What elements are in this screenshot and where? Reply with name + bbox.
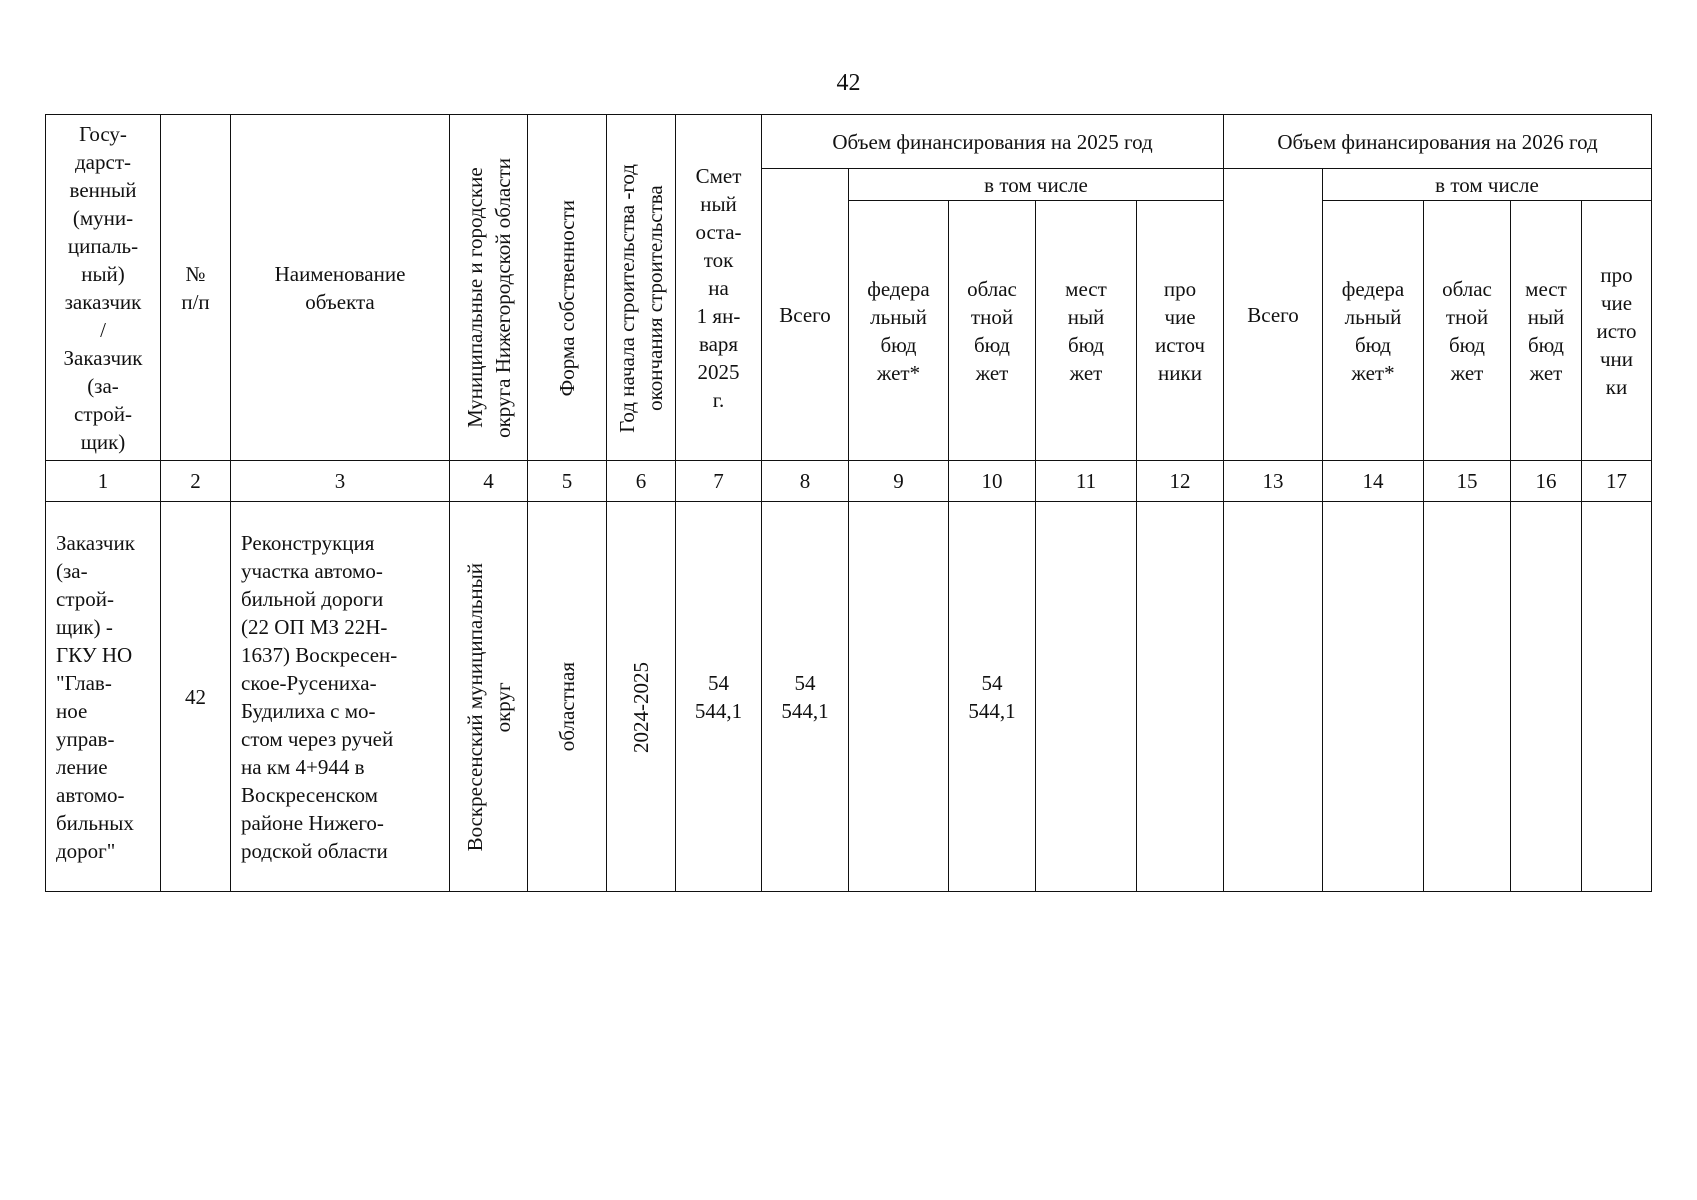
header-number: № п/п <box>161 115 231 461</box>
column-number: 1 <box>46 461 161 502</box>
cell-other-2025 <box>1137 502 1224 892</box>
header-including-2025: в том числе <box>849 169 1224 201</box>
header-regional-2025: облас тной бюд жет <box>949 201 1036 461</box>
header-years-text: Год начала строительства -год окончания строительства <box>615 163 667 433</box>
header-estimate: Смет ный оста- ток на 1 ян- варя 2025 г. <box>676 115 762 461</box>
column-number: 13 <box>1224 461 1323 502</box>
cell-number: 42 <box>161 502 231 892</box>
header-funding-2026: Объем финансирования на 2026 год <box>1224 115 1652 169</box>
column-number: 3 <box>231 461 450 502</box>
column-number: 17 <box>1582 461 1652 502</box>
column-number: 11 <box>1036 461 1137 502</box>
column-number: 6 <box>607 461 676 502</box>
page-number: 42 <box>836 70 861 96</box>
header-ownership-text: Форма собственности <box>555 199 579 397</box>
cell-object-name: Реконструкция участка автомо- бильной дороги (22 ОП МЗ 22Н- 1637) Воскресен- ское-Русениха- Будилиха с мо- стом через ручей на км 4+944 в Воскресенском районе Нижего- родской области <box>231 502 450 892</box>
column-number: 15 <box>1424 461 1511 502</box>
column-number: 10 <box>949 461 1036 502</box>
header-object-name: Наименование объекта <box>231 115 450 461</box>
header-municipal <box>450 115 528 461</box>
cell-local-2025 <box>1036 502 1137 892</box>
header-funding-2025: Объем финансирования на 2025 год <box>762 115 1224 169</box>
cell-regional-2026 <box>1424 502 1511 892</box>
header-other-2025: про чие источ ники <box>1137 201 1224 461</box>
column-number: 8 <box>762 461 849 502</box>
cell-other-2026 <box>1582 502 1652 892</box>
cell-estimate: 54 544,1 <box>676 502 762 892</box>
column-number-row <box>46 461 1652 502</box>
header-other-2026: про чие исто чни ки <box>1582 201 1652 461</box>
cell-federal-2026 <box>1323 502 1424 892</box>
column-number: 2 <box>161 461 231 502</box>
cell-federal-2025 <box>849 502 949 892</box>
cell-ownership <box>528 502 607 892</box>
header-municipal-text: Муниципальные и городские округа Нижегородской области <box>462 158 515 438</box>
table-row <box>46 502 1652 892</box>
cell-municipal-text: Воскресенский муниципальный округ <box>462 562 515 852</box>
header-local-2025: мест ный бюд жет <box>1036 201 1137 461</box>
cell-ownership-text: областная <box>555 662 579 752</box>
cell-municipal <box>450 502 528 892</box>
header-federal-2025: федера льный бюд жет* <box>849 201 949 461</box>
header-customer: Госу- дарст- венный (муни- ципаль- ный) заказчик / Заказчик (за- строй- щик) <box>46 115 161 461</box>
cell-regional-2025: 54 544,1 <box>949 502 1036 892</box>
header-local-2026: мест ный бюд жет <box>1511 201 1582 461</box>
financing-table <box>45 114 1652 892</box>
header-years <box>607 115 676 461</box>
cell-total-2025: 54 544,1 <box>762 502 849 892</box>
header-regional-2026: облас тной бюд жет <box>1424 201 1511 461</box>
column-number: 12 <box>1137 461 1224 502</box>
cell-local-2026 <box>1511 502 1582 892</box>
header-including-2026: в том числе <box>1323 169 1652 201</box>
cell-total-2026 <box>1224 502 1323 892</box>
column-number: 5 <box>528 461 607 502</box>
header-federal-2026: федера льный бюд жет* <box>1323 201 1424 461</box>
header-row-1 <box>46 115 1652 169</box>
column-number: 4 <box>450 461 528 502</box>
header-ownership <box>528 115 607 461</box>
cell-years <box>607 502 676 892</box>
column-number: 14 <box>1323 461 1424 502</box>
header-total-2025: Всего <box>762 169 849 461</box>
column-number: 16 <box>1511 461 1582 502</box>
column-number: 7 <box>676 461 762 502</box>
header-total-2026: Всего <box>1224 169 1323 461</box>
cell-years-text: 2024-2025 <box>629 661 653 753</box>
column-number: 9 <box>849 461 949 502</box>
cell-customer: Заказчик (за- строй- щик) - ГКУ НО "Глав- ное управ- ление автомо- бильных дорог" <box>46 502 161 892</box>
